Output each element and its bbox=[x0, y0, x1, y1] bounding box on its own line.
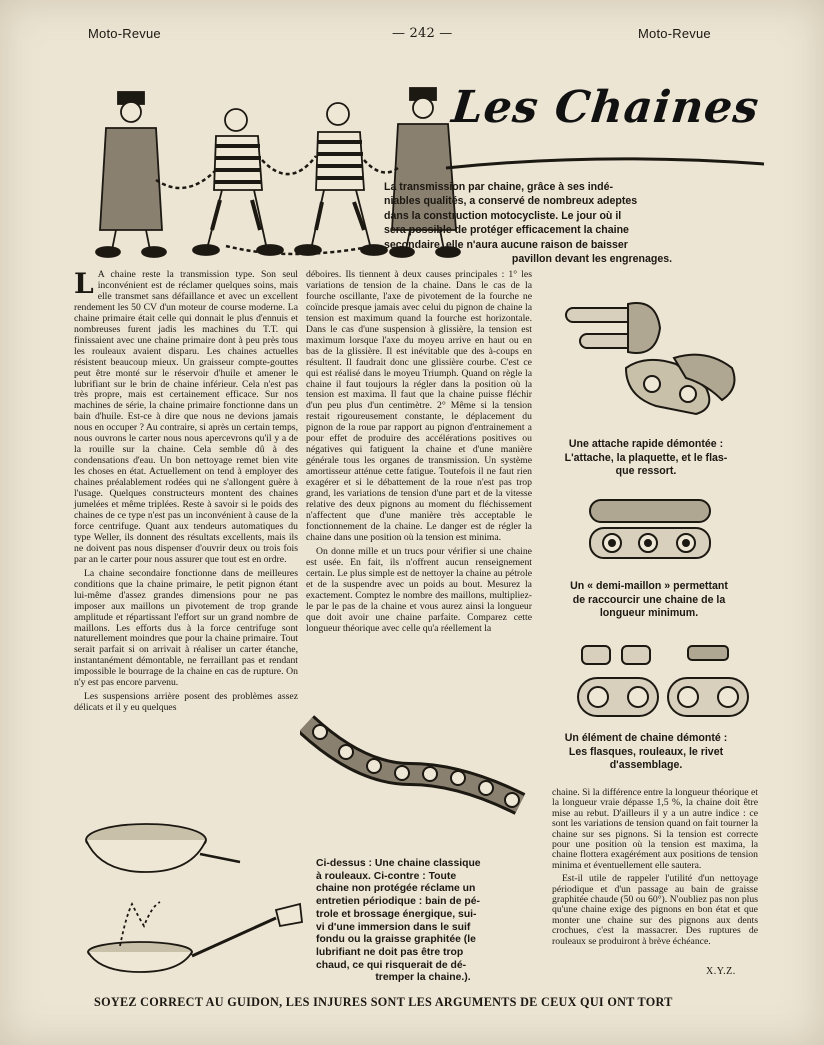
chain-cleaning-icon bbox=[80, 806, 310, 996]
caption-main bbox=[316, 858, 530, 985]
quick-link-icon bbox=[556, 288, 746, 428]
body-paragraph: L A chaine reste la transmission type. Son seul inconvénient est de réclamer quelques soins, mais elle transmet sans défaillance et avec un excellent rendement les 50 CV d'un moteur de course moderne. La chaine primaire était celle qui donnait le plus d'ennuis et nombreuses furent jadis les machines du T.T. qui finissaient avec une chaine primaire dont à peu près tous les rouleaux avaient disparu. Les chaines actuelles résistent beaucoup mieux. Un graisseur compte-gouttes peut être monté sur le réservoir d'huile et amener le lubrifiant sur le brin de chaine inférieur. Cela n'est pas très propre, mais est certainement efficace. Sur nos machines de série, la chaine primaire fonctionne dans un bain d'huile. Est-ce à dire que nous ne devions jamais nous en occuper ? Au contraire, si après un certain temps, nous ouvrons le carter nous nous apercevrons qu'il y a de la rouille sur la chaine. Cela semble dû à des condensations d'eau. Un bon nettoyage remet bien vite les choses en état. Actuellement on tend à employer des chaines préalablement rodées qui ne s'allongent guère à l'usage. Quelques constructeurs montent des chaines jumelées et même triplées. Reste à savoir si le poids des chaines de ce type n'est pas un inconvénient à cause de la force centrifuge. Quant aux tendeurs automatiques du type Weller, ils donnent des résultats excellents, mais ils ne doivent pas nous dispenser d'ouvrir deux ou trois fois par an le carter pour nous assurer que tout est en ordre. bbox=[74, 267, 298, 565]
prisoner-1-figure bbox=[193, 109, 283, 255]
header-page-number: — 242 — bbox=[392, 26, 453, 41]
caption-line: que ressort. bbox=[615, 465, 677, 477]
footer-motto: SOYEZ CORRECT AU GUIDON, LES INJURES SONT LES ARGUMENTS DE CEUX QUI ONT TORT bbox=[94, 995, 673, 1009]
intro-line: pavillon devant les engrenages. bbox=[511, 253, 673, 266]
body-paragraph: On donne mille et un trucs pour vérifier si une chaine est usée. En fait, ils n'offrent aucun renseignement certain. Le plus simple est de nettoyer la chaine au pétrole et de la suspendre avec un poids au bout. Mesurez la exactement. Comptez le nombre des maillons, multipliez-le par le pas de la chaine et vous aurez ainsi la longueur que doit avoir une chaine parfaite. Comparez cette longueur théorique avec celle qu'a réellement la bbox=[306, 545, 532, 634]
intro-line: sera possible de protéger efficacement la chaine bbox=[384, 224, 629, 237]
caption-line: vi d'une immersion dans le suif bbox=[316, 921, 471, 933]
body-paragraph: Est-il utile de rappeler l'utilité d'un nettoyage périodique et d'un passage au bain de graisse graphitée chaude (50 ou 60°). N'oubliez pas non plus qu'une chaine exige des pignons en bon état et que monter une chaine sur des pignons aux dents crochues, c'est la massacrer. Des ruptures de rouleaux se produiront à brève échéance. bbox=[552, 873, 758, 947]
caption-line: Une attache rapide démontée : bbox=[568, 438, 724, 450]
caption-line: lubrifiant ne doit pas être trop bbox=[316, 946, 464, 958]
intro-line: La transmission par chaine, grâce à ses indé- bbox=[384, 181, 614, 193]
caption-quick-link bbox=[548, 438, 744, 479]
caption-line: de raccourcir une chaine de la bbox=[572, 593, 726, 606]
intro-line: secondaire, elle n'aura aucune raison de baisser bbox=[384, 238, 628, 251]
body-column-2 bbox=[306, 270, 532, 637]
article-title: Les Chaines bbox=[449, 82, 762, 133]
header-magazine-right: Moto-Revue bbox=[638, 26, 711, 41]
caption-chain-element bbox=[548, 732, 744, 773]
caption-line: tremper la chaine.). bbox=[375, 972, 471, 984]
intro-line: dans la construction motocycliste. Le jour où il bbox=[384, 209, 622, 222]
intro-line: niables qualités, a conservé de nombreux adeptes bbox=[384, 195, 638, 208]
roller-chain-icon bbox=[300, 704, 528, 822]
caption-line: trole et brossage énergique, sui- bbox=[316, 908, 477, 920]
caption-line: Un « demi-maillon » permettant bbox=[570, 580, 728, 592]
body-paragraph: chaine. Si la différence entre la longueur théorique et la longueur vraie dépasse 1,5 %, la chaine doit être mise au rebut. D'ailleurs il y a un autre indice : ce sont les variations de tension quand on fait tourner la chaine sur ses pignons. Si la tension est correcte pour une position où la tension est maxima, la chaine flottera exagérément aux positions de tension minima et éventuellement elle sautera. bbox=[552, 787, 758, 871]
guard-left-figure bbox=[96, 92, 166, 257]
body-paragraph: déboires. Ils tiennent à deux causes principales : 1° les variations de tension de la chaine. Dans le cas de la fourche oscillante, l'axe de pivotement de la fourche ne coïncide presque jamais avec celui du pignon de chaine la tension est maximum quand la fourche est horizontale. Dans le cas d'une suspension à glissière, la tension est maximum lorsque l'axe du moyeu arrive en haut ou en bas de la glissière. Il est inévitable que des à-coups en résultent. Il faudrait donc une glissière courbe. C'est ce qui est réalisé dans le moyeu Triumph. Quand on règle la chaine il faut toujours la régler dans la position où la tension est maxima. Il faut que la chaine puisse fléchir d'un peu plus d'un centimètre. 2° Même si la tension restait rigoureusement constante, le déplacement du pignon de la roue par rapport au pignon d'entrainement a pour effet de produire des accélérations positives ou négatives qui fatiguent la chaine et d'une manière générale tous les organes de transmission. Un système amortisseur atténue cette fatigue. Toutefois il ne faut rien exagérer et si le débattement de la roue n'est pas trop grand, les variations de tension d'une part et de la vitesse relative des deux pignons au moment du fléchissement n'affectent que d'une manière très acceptable le fonctionnement de la chaine. Le danger est de régler la chaine dans une position où la tension est minima. bbox=[306, 269, 532, 543]
chain-element-icon bbox=[572, 640, 754, 726]
title-swash-decoration bbox=[440, 150, 770, 174]
author-signature: X.Y.Z. bbox=[706, 966, 736, 977]
half-link-icon bbox=[582, 490, 722, 566]
body-paragraph: Les suspensions arrière posent des problèmes assez délicats et il y eu quelques bbox=[74, 691, 298, 714]
caption-line: à rouleaux. Ci-contre : Toute bbox=[316, 870, 457, 882]
body-column-1 bbox=[74, 267, 298, 717]
caption-line: d'assemblage. bbox=[609, 759, 683, 771]
caption-line: L'attache, la plaquette, et le flas- bbox=[564, 451, 728, 464]
body-paragraph: La chaine secondaire fonctionne dans de meilleures conditions que la chaine primaire, le petit pignon étant lui-même d'assez grandes dimensions pour ne pas imposer aux maillons un pivotement de trop grande amplitude et répartissant l'effort sur un grand nombre de maillons. Les efforts dus à la force centrifuge sont naturellement moindres que pour la chaine primaire. Tout serait parfait si on arrivait à réaliser un carter étanche, instantanément démontable, ne ferraillant pas et rendant impossible le bourrage de la chaine en cas de rupture. On n'y est pas encore parvenu. bbox=[74, 567, 298, 689]
caption-line: Les flasques, rouleaux, le rivet bbox=[568, 745, 724, 758]
article-intro bbox=[384, 180, 760, 266]
caption-line: Un élément de chaine démonté : bbox=[564, 732, 728, 744]
prisoner-2-figure bbox=[295, 103, 387, 255]
header-magazine-left: Moto-Revue bbox=[88, 26, 161, 41]
caption-half-link bbox=[544, 580, 754, 621]
drop-cap: L bbox=[74, 267, 94, 300]
caption-line: Ci-dessus : Une chaine classique bbox=[316, 858, 481, 869]
caption-line: chaud, ce qui risquerait de dé- bbox=[316, 959, 467, 971]
body-column-3 bbox=[552, 788, 758, 950]
caption-line: chaine non protégée réclame un bbox=[316, 883, 476, 895]
caption-line: fondu ou la graisse graphitée (le bbox=[316, 934, 476, 946]
caption-line: entretien périodique : bain de pé- bbox=[316, 896, 480, 908]
caption-line: longueur minimum. bbox=[599, 607, 699, 619]
